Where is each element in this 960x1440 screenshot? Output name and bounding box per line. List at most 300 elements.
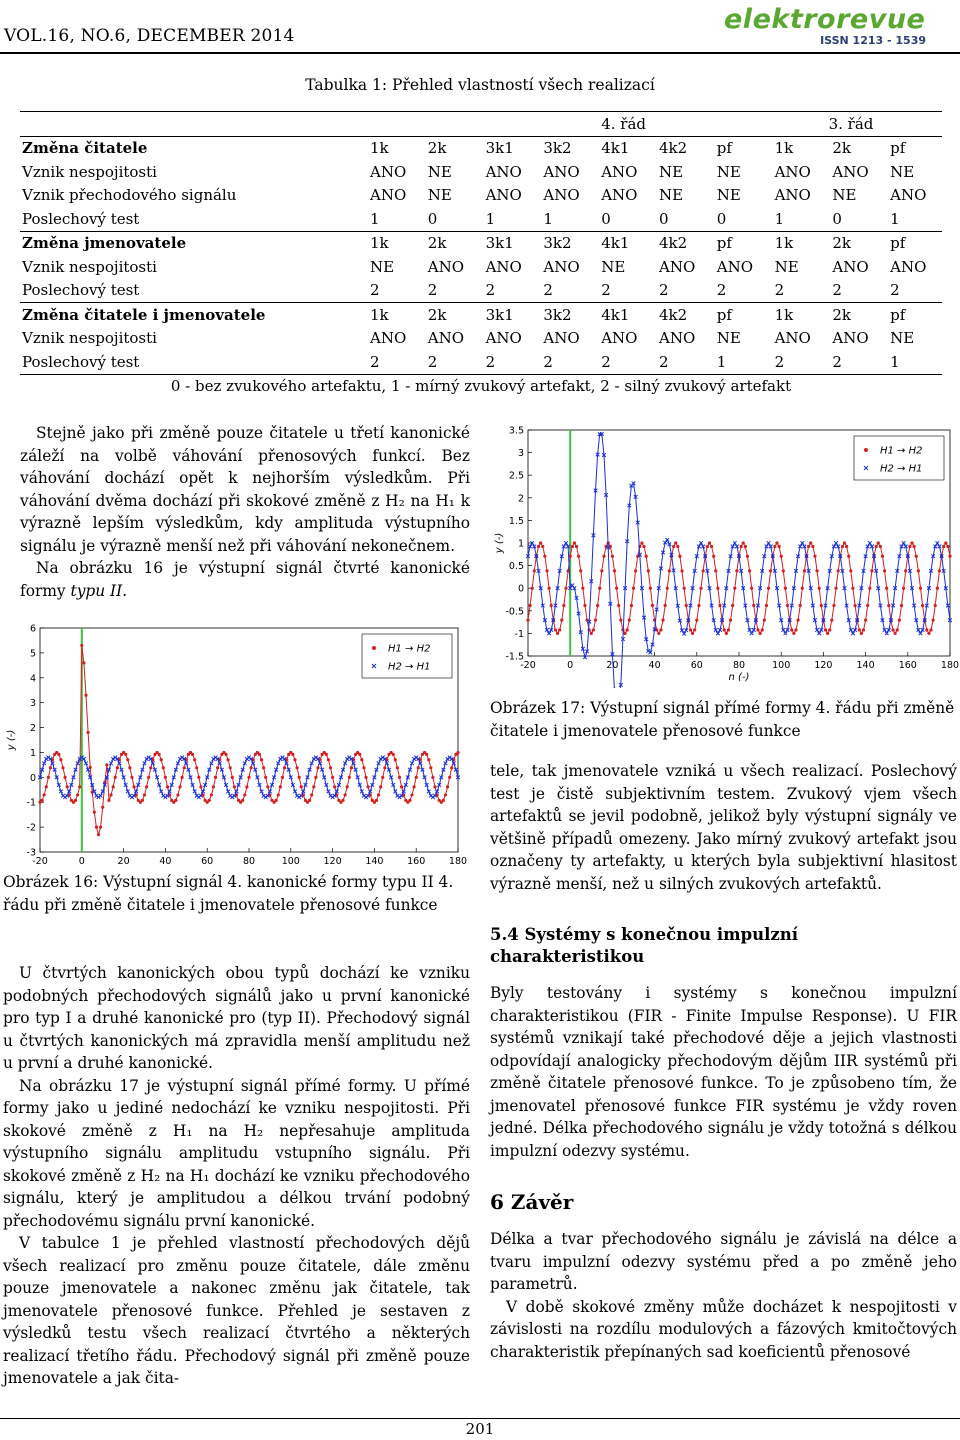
data-point: [400, 785, 403, 788]
table-cell: ANO: [832, 162, 869, 181]
data-point: [868, 587, 871, 590]
table-cell: NE: [890, 162, 915, 181]
column-header: pf: [884, 136, 942, 160]
table-cell: 0: [716, 209, 727, 228]
data-point: [298, 776, 301, 779]
right-column-top: [490, 760, 957, 895]
data-point: [843, 541, 846, 544]
data-point: [792, 632, 795, 635]
data-point: [826, 632, 829, 635]
data-point: [364, 776, 367, 779]
data-point: [166, 785, 169, 788]
table-cell: 1: [543, 209, 553, 228]
data-point: [883, 569, 886, 572]
y-tick-label: 3: [517, 448, 524, 460]
data-point: [80, 644, 83, 647]
table-cell: ANO: [601, 329, 638, 348]
data-point: [350, 766, 353, 769]
y-tick-label: 3.5: [508, 425, 524, 437]
table-cell: ANO: [832, 257, 869, 276]
data-point: [834, 541, 838, 545]
x-tick-label: 60: [690, 660, 703, 671]
data-point: [913, 545, 916, 548]
data-point: [885, 632, 889, 636]
data-point: [708, 541, 711, 544]
section-title: Změna jmenovatele: [20, 231, 364, 255]
data-point: [817, 632, 821, 636]
data-point: [408, 799, 411, 802]
data-point: [659, 628, 662, 631]
data-point: [767, 587, 770, 590]
data-point: [716, 587, 719, 590]
data-point: [733, 587, 736, 590]
footer-rule: [0, 1418, 960, 1419]
table-cell: ANO: [832, 329, 869, 348]
table-cell: 2: [658, 352, 669, 371]
data-point: [262, 766, 265, 769]
data-point: [626, 628, 629, 631]
data-point: [149, 766, 152, 769]
table-cell: 0: [832, 209, 842, 228]
x-tick-label: 40: [159, 856, 172, 867]
data-point: [790, 628, 793, 631]
data-point: [879, 545, 882, 548]
data-point: [619, 619, 622, 622]
data-point: [794, 628, 797, 631]
data-point: [862, 628, 865, 631]
summary-table: [20, 111, 942, 398]
y-tick-label: -1: [514, 628, 524, 640]
column-header: 2k: [422, 231, 480, 255]
table-cell: ANO: [485, 257, 522, 276]
data-point: [446, 785, 449, 788]
data-point: [799, 604, 802, 607]
data-point: [431, 776, 434, 779]
column-header: pf: [884, 231, 942, 255]
data-point: [666, 587, 669, 590]
data-point: [333, 785, 336, 788]
table-cell: 1: [774, 209, 785, 228]
data-point: [925, 628, 928, 631]
column-header: 4k1: [595, 303, 653, 327]
table-cell: NE: [716, 162, 741, 181]
data-point: [632, 587, 635, 590]
data-point: [571, 545, 574, 548]
data-point: [894, 632, 897, 635]
data-point: [275, 799, 278, 802]
y-tick-label: -1: [26, 797, 36, 809]
data-point: [596, 604, 599, 607]
data-point: [548, 587, 551, 590]
data-point: [312, 785, 315, 788]
data-point: [699, 587, 702, 590]
y-tick-label: 6: [29, 623, 36, 635]
table-cell: 2: [774, 352, 785, 371]
data-point: [697, 604, 700, 607]
data-point: [623, 632, 626, 635]
data-point: [231, 776, 234, 779]
legend-marker: [372, 646, 376, 650]
data-point: [109, 793, 112, 796]
paragraph-italic: typu II.: [70, 581, 128, 600]
data-point: [325, 753, 328, 756]
table-cell: ANO: [601, 162, 638, 181]
y-tick-label: -3: [26, 847, 36, 859]
table-note-row: [20, 374, 942, 398]
table-cell: 2: [890, 281, 900, 300]
x-tick-label: 0: [78, 856, 85, 867]
data-point: [714, 569, 717, 572]
table-note: 0 - bez zvukového artefaktu, 1 - mírný zvukový artefakt, 2 - silný zvukový artefakt: [20, 374, 942, 398]
data-point: [47, 776, 50, 779]
data-point: [327, 758, 330, 761]
table-row: [20, 327, 942, 351]
table-cell: 1: [485, 209, 496, 228]
data-point: [813, 555, 816, 558]
data-point: [392, 753, 395, 756]
table-section-header: [20, 303, 942, 327]
table-cell: ANO: [485, 186, 522, 205]
table-cell: 2: [543, 281, 553, 300]
column-header: 3k1: [480, 303, 538, 327]
data-point: [634, 569, 637, 572]
table-row: [20, 207, 942, 231]
data-point: [258, 753, 261, 756]
column-header: 4k2: [653, 231, 711, 255]
data-point: [735, 569, 738, 572]
table-row: [20, 255, 942, 279]
data-point: [898, 619, 901, 622]
data-point: [602, 555, 605, 558]
data-point: [145, 785, 148, 788]
data-point: [141, 799, 144, 802]
table-cell: 2: [716, 281, 727, 300]
table-row: [20, 160, 942, 184]
x-tick-label: 180: [940, 660, 960, 671]
data-point: [877, 541, 880, 544]
data-point: [181, 776, 184, 779]
column-header: 2k: [826, 231, 884, 255]
data-point: [101, 806, 104, 809]
data-point: [341, 799, 344, 802]
data-point: [647, 569, 650, 572]
table-cell: NE: [774, 257, 799, 276]
data-point: [803, 569, 806, 572]
data-point: [592, 628, 595, 631]
table-cell: 0: [601, 209, 611, 228]
data-point: [531, 587, 534, 590]
data-point: [786, 604, 789, 607]
table-cell: 2: [427, 352, 438, 371]
x-tick-label: 60: [201, 856, 214, 867]
data-point: [657, 632, 660, 635]
right-column-bottom: [490, 1228, 957, 1363]
table-cell: ANO: [543, 257, 580, 276]
figure-17-chart: [488, 422, 960, 688]
table-cell: ANO: [370, 329, 407, 348]
data-point: [815, 569, 818, 572]
figure-17-caption: Obrázek 17: Výstupní signál přímé formy 4. řádu při změně čitatele i jmenovatele přenosové funkce: [490, 699, 955, 740]
table-cell: NE: [370, 257, 395, 276]
column-header: pf: [711, 231, 769, 255]
x-tick-label: 40: [648, 660, 661, 671]
data-point: [834, 587, 837, 590]
data-point: [537, 545, 540, 548]
data-point: [896, 628, 899, 631]
data-point: [851, 632, 855, 636]
row-label: Vznik nespojitosti: [22, 329, 157, 348]
data-point: [723, 628, 726, 631]
table-cell: 0: [658, 209, 669, 228]
data-point: [348, 776, 351, 779]
column-header: pf: [884, 303, 942, 327]
x-tick-label: 100: [281, 856, 300, 867]
data-point: [564, 587, 567, 590]
journal-volume: VOL.16, NO.6, DECEMBER 2014: [4, 26, 295, 46]
journal-logo: [722, 4, 952, 50]
table-cell: NE: [658, 162, 684, 181]
data-point: [308, 799, 311, 802]
data-point: [43, 793, 46, 796]
data-point: [277, 793, 280, 796]
data-point: [560, 619, 563, 622]
y-tick-label: -0.5: [505, 606, 524, 618]
data-point: [93, 811, 96, 814]
data-point: [919, 587, 922, 590]
data-point: [934, 604, 937, 607]
data-point: [733, 541, 737, 545]
data-point: [545, 569, 548, 572]
data-point: [887, 604, 890, 607]
legend-marker: [864, 448, 868, 452]
data-point: [942, 545, 945, 548]
data-point: [761, 628, 764, 631]
data-point: [598, 587, 601, 590]
column-header: 1k: [364, 303, 422, 327]
data-point: [132, 785, 135, 788]
section-5-4-title: 5.4 Systémy s konečnou impulzní charakteristikou: [490, 925, 799, 966]
data-point: [529, 604, 532, 607]
y-axis-label: y (-): [494, 532, 505, 554]
data-point: [264, 776, 267, 779]
table-cell: NE: [658, 186, 684, 205]
data-point: [539, 541, 542, 544]
data-point: [105, 763, 108, 766]
data-point: [784, 632, 788, 636]
paragraph: tele, tak jmenovatele vzniká u všech realizací. Poslechový test je čistě subjektivním testem. Zvukový vjem všech artefaktů se jevil podobně, jelikož byly výstupní signály ve většině případů omezeny. Jako mírný zvukový artefakt jsou označeny ty artefakty, u kterých byla subjektivní hlasitost výrazně menší, než u silných zvukových artefaktů.: [490, 762, 957, 893]
data-point: [147, 776, 150, 779]
x-tick-label: 0: [567, 660, 574, 671]
table-cell: ANO: [427, 257, 465, 276]
table-cell: ANO: [485, 329, 522, 348]
data-point: [678, 555, 681, 558]
data-point: [396, 766, 399, 769]
column-header: 3k2: [537, 136, 595, 160]
data-point: [765, 604, 768, 607]
data-point: [444, 793, 447, 796]
data-point: [661, 619, 664, 622]
y-tick-label: -2: [26, 822, 36, 834]
data-point: [381, 776, 384, 779]
column-header: 1k: [364, 136, 422, 160]
table-cell: ANO: [543, 186, 580, 205]
data-point: [860, 632, 863, 635]
paragraph: V tabulce 1 je přehled vlastností přechodových dějů všech realizací pro změnu pouze čitatele, dále změnu pouze jmenovatele a nakonec změnu jak čitatele, tak jmenovatele přenosové funkce. Přehled je sestaven z výsledků testu všech realizací čtvrtého a některých realizací třetího řádu. Přechodový signál při změně pouze jmenovatele a jak čita-: [3, 1234, 470, 1387]
data-point: [375, 799, 378, 802]
table-cell: ANO: [543, 162, 580, 181]
table-cell: ANO: [716, 257, 754, 276]
data-point: [241, 799, 244, 802]
data-point: [564, 541, 568, 545]
data-point: [176, 793, 179, 796]
table-cell: ANO: [774, 186, 811, 205]
data-point: [550, 604, 553, 607]
data-point: [547, 632, 551, 636]
y-tick-label: 0: [29, 772, 36, 784]
data-point: [807, 545, 810, 548]
data-point: [938, 569, 941, 572]
table-cell: 1: [890, 209, 900, 228]
data-point: [763, 619, 766, 622]
y-tick-label: 3: [29, 698, 36, 710]
data-point: [936, 541, 940, 545]
data-point: [394, 758, 397, 761]
data-point: [948, 555, 951, 558]
data-point: [769, 569, 772, 572]
data-point: [706, 545, 709, 548]
data-point: [114, 776, 117, 779]
data-point: [691, 632, 694, 635]
data-point: [212, 785, 215, 788]
table-section-header: [20, 231, 942, 255]
x-tick-label: 140: [856, 660, 875, 671]
header-rule: [0, 52, 960, 54]
data-point: [158, 753, 161, 756]
section-6-title: 6 Závěr: [490, 1190, 574, 1214]
table-cell: NE: [427, 162, 452, 181]
table-cell: NE: [890, 329, 915, 348]
column-header: 2k: [422, 303, 480, 327]
data-point: [346, 785, 349, 788]
data-point: [782, 569, 785, 572]
data-point: [367, 785, 370, 788]
section-title: Změna čitatele: [20, 136, 364, 160]
data-point: [128, 766, 131, 769]
data-point: [442, 799, 445, 802]
table-cell: 2: [485, 352, 496, 371]
data-point: [699, 541, 703, 545]
data-point: [556, 632, 559, 635]
data-point: [929, 628, 932, 631]
data-point: [818, 587, 821, 590]
data-point: [729, 619, 732, 622]
data-point: [668, 569, 671, 572]
svg-text:elektrorevue: elektrorevue: [724, 4, 926, 34]
data-point: [750, 632, 754, 636]
table-cell: 2: [658, 281, 669, 300]
data-point: [59, 758, 62, 761]
data-point: [249, 766, 252, 769]
table-cell: ANO: [427, 329, 465, 348]
left-column-top: [20, 422, 470, 602]
data-point: [82, 661, 85, 664]
data-point: [197, 776, 200, 779]
data-point: [300, 785, 303, 788]
column-header: 2k: [422, 136, 480, 160]
data-point: [266, 785, 269, 788]
y-tick-label: 0: [517, 583, 524, 595]
data-point: [579, 569, 582, 572]
data-point: [575, 545, 578, 548]
x-tick-label: 100: [772, 660, 791, 671]
data-point: [112, 785, 115, 788]
data-point: [66, 785, 69, 788]
column-header: 2k: [826, 303, 884, 327]
table-cell: ANO: [774, 329, 811, 348]
table-cell: ANO: [543, 329, 580, 348]
data-point: [676, 545, 679, 548]
data-point: [748, 569, 751, 572]
data-point: [174, 799, 177, 802]
data-point: [885, 587, 888, 590]
data-point: [775, 541, 778, 544]
data-point: [377, 793, 380, 796]
data-point: [429, 766, 432, 769]
column-header: 1k: [769, 303, 827, 327]
legend-entry: H2 → H1: [880, 463, 923, 475]
column-header: pf: [711, 303, 769, 327]
data-point: [866, 604, 869, 607]
left-column-bottom: [3, 962, 470, 1390]
group-3-order: 3. řád: [769, 112, 942, 137]
y-tick-label: 1.5: [508, 515, 524, 527]
table-cell: 2: [427, 281, 438, 300]
data-point: [640, 541, 643, 544]
x-tick-label: 20: [117, 856, 130, 867]
paragraph: U čtvrtých kanonických obou typů dochází ke vzniku podobných přechodových signálů jako u první kanonické pro typ I a druhé kanonické pro (typ II). Přechodový signál u čtvrtých kanonických má zpravidla menší amplitudu než u první a druhé kanonické.: [3, 964, 470, 1072]
table-cell: 2: [370, 352, 380, 371]
data-point: [756, 628, 759, 631]
data-point: [57, 753, 60, 756]
table-cell: ANO: [890, 257, 927, 276]
data-point: [383, 766, 386, 769]
data-point: [932, 619, 935, 622]
column-header: pf: [711, 136, 769, 160]
data-point: [613, 569, 616, 572]
table-cell: 2: [832, 352, 842, 371]
data-point: [685, 604, 688, 607]
data-point: [448, 776, 451, 779]
data-point: [78, 785, 81, 788]
data-point: [674, 541, 677, 544]
row-label: Poslechový test: [22, 209, 140, 228]
data-point: [881, 555, 884, 558]
data-point: [630, 604, 633, 607]
data-point: [752, 604, 755, 607]
data-point: [628, 619, 631, 622]
data-point: [425, 753, 428, 756]
data-point: [837, 569, 840, 572]
x-tick-label: 20: [606, 660, 619, 671]
paragraph: Byly testovány i systémy s konečnou impulzní charakteristikou (FIR - Finite Impulse Response). U FIR systémů vznikají také přechodové děje a jejich vlastnosti odpovídají analogicky přechodovým dějům IIR systémů při změně čitatele přenosové funkce. To je způsobeno tím, že jmenovatel přenosové funkce FIR systému je vždy roven jedné. Délka přechodového signálu je vždy totožná s délkou impulzní odezvy systému.: [490, 984, 957, 1160]
data-point: [830, 619, 833, 622]
x-tick-label: 160: [407, 856, 426, 867]
data-point: [784, 587, 787, 590]
y-tick-label: -1.5: [505, 651, 524, 663]
column-header: 3k1: [480, 136, 538, 160]
data-point: [710, 545, 713, 548]
legend-entry: H1 → H2: [880, 445, 923, 457]
